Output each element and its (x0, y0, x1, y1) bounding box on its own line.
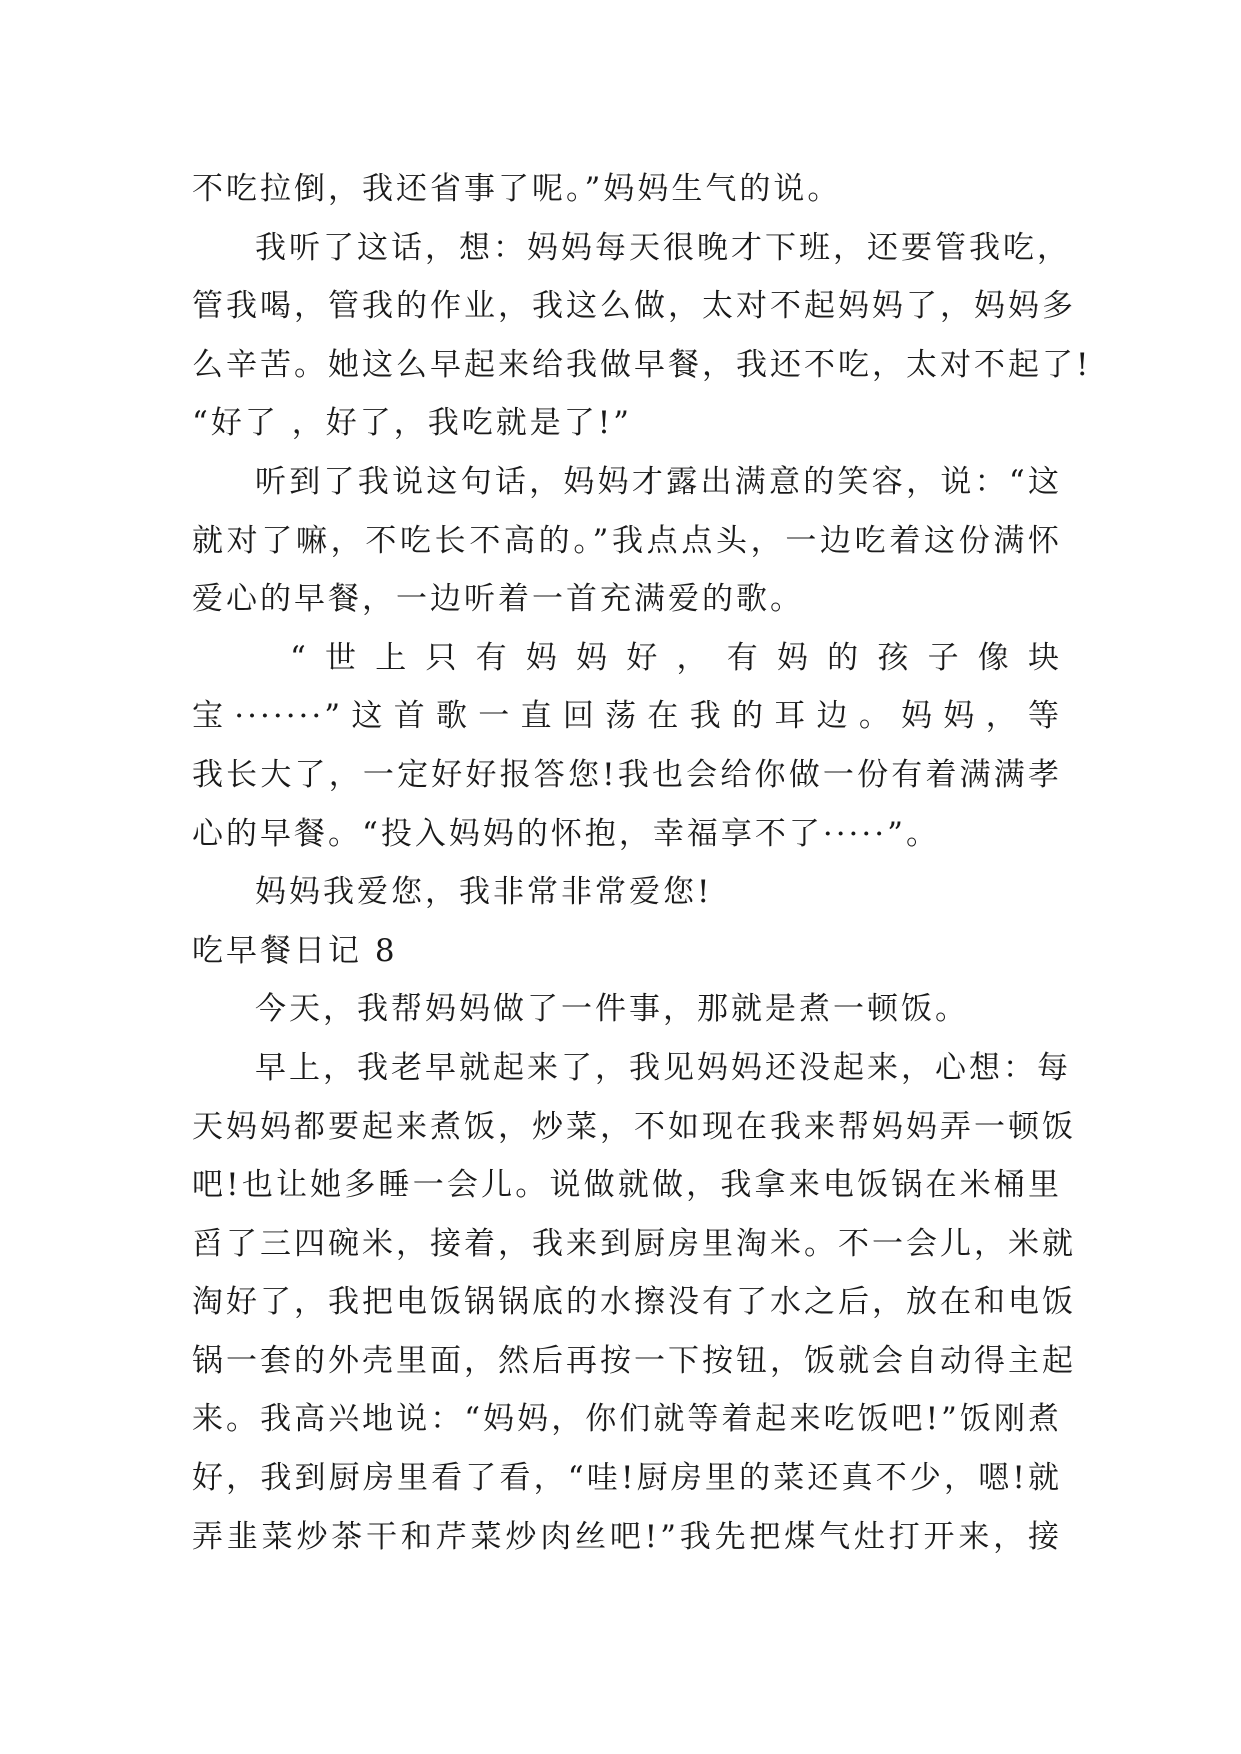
paragraph-start-line: “世上只有妈妈好，有妈的孩子像块 (290, 639, 1062, 676)
text-line: 管我喝，管我的作业，我这么做，太对不起妈妈了，妈妈多 (192, 288, 1076, 325)
text-line: 就对了嘛，不吃长不高的。”我点点头，一边吃着这份满怀 (192, 522, 1062, 559)
text-line: 舀了三四碗米，接着，我来到厨房里淘米。不一会儿，米就 (192, 1225, 1076, 1262)
text-line: 弄韭菜炒茶干和芹菜炒肉丝吧!”我先把煤气灶打开来，接 (192, 1518, 1062, 1555)
paragraph-start-line: 早上，我老早就起来了，我见妈妈还没起来，心想：每 (255, 1049, 1071, 1086)
paragraph-start-line: 今天，我帮妈妈做了一件事，那就是煮一顿饭。 (255, 991, 969, 1028)
text-line: 天妈妈都要起来煮饭，炒菜，不如现在我来帮妈妈弄一顿饭 (192, 1108, 1076, 1145)
text-line: 不吃拉倒，我还省事了呢。”妈妈生气的说。 (192, 171, 842, 207)
paragraph-start-line: 我听了这话，想：妈妈每天很晚才下班，还要管我吃， (255, 229, 1071, 266)
text-line: 锅一套的外壳里面，然后再按一下按钮，饭就会自动得主起 (192, 1342, 1076, 1379)
text-line: 淘好了，我把电饭锅锅底的水擦没有了水之后，放在和电饭 (192, 1284, 1076, 1321)
text-line: 么辛苦。她这么早起来给我做早餐，我还不吃，太对不起了! (192, 346, 1092, 383)
paragraph-start-line: 妈妈我爱您，我非常非常爱您! (255, 874, 713, 911)
text-line: 来。我高兴地说：“妈妈，你们就等着起来吃饭吧!”饭刚煮 (192, 1401, 1062, 1438)
section-heading: 吃早餐日记 8 (192, 932, 398, 969)
document-body (192, 160, 1092, 1566)
text-line: 宝·······”这首歌一直回荡在我的耳边。妈妈，等 (192, 698, 1062, 735)
text-line: 吧!也让她多睡一会儿。说做就做，我拿来电饭锅在米桶里 (192, 1167, 1062, 1204)
text-line: “好了 ，好了，我吃就是了!” (192, 405, 633, 442)
text-line: 心的早餐。“投入妈妈的怀抱，幸福享不了·····”。 (192, 815, 940, 852)
paragraph-start-line: 听到了我说这句话，妈妈才露出满意的笑容，说：“这 (255, 463, 1062, 500)
text-line: 爱心的早餐，一边听着一首充满爱的歌。 (192, 581, 804, 618)
text-line: 我长大了，一定好好报答您!我也会给你做一份有着满满孝 (192, 756, 1062, 793)
text-line: 好，我到厨房里看了看，“哇!厨房里的菜还真不少，嗯!就 (192, 1460, 1062, 1497)
